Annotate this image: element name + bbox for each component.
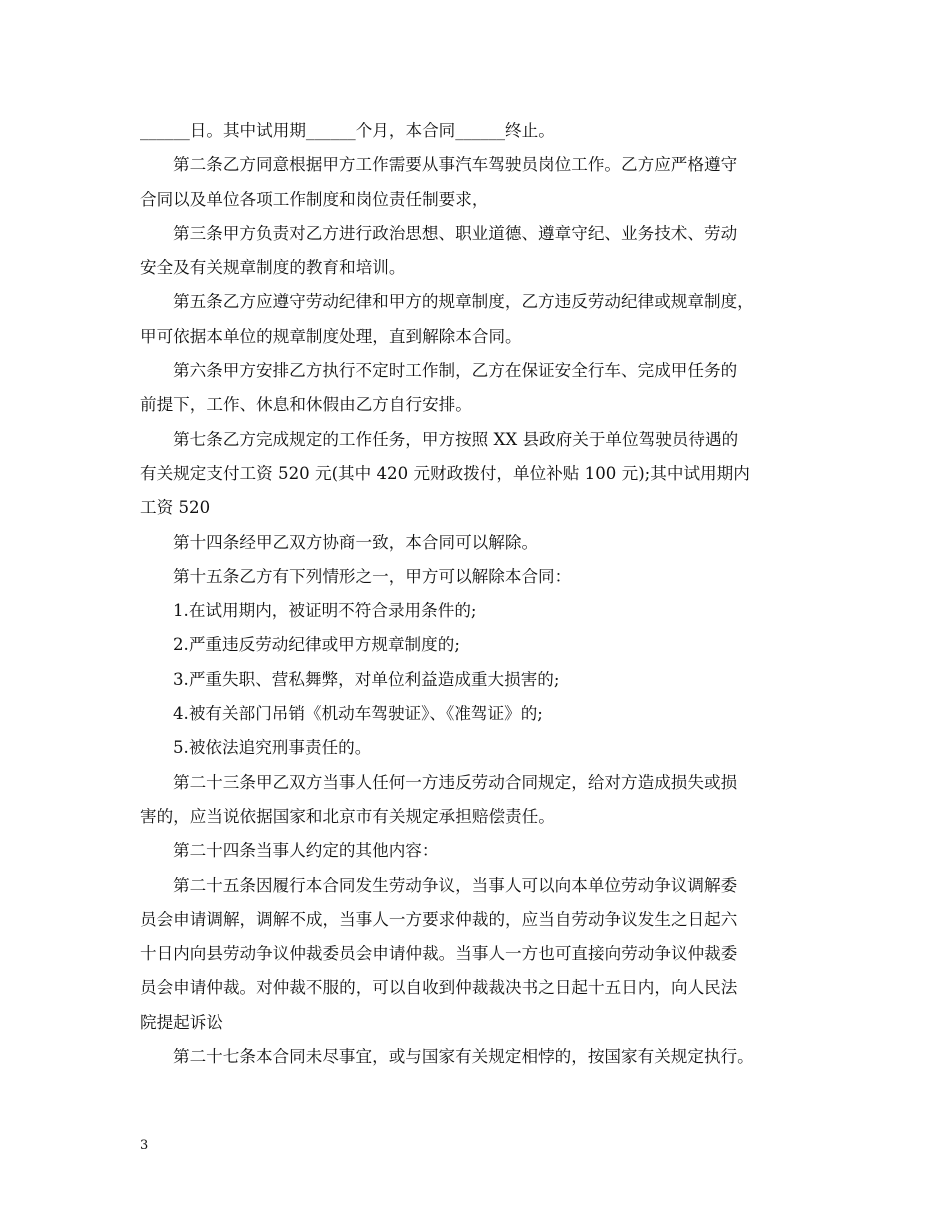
text-line: 前提下，工作、休息和休假由乙方自行安排。 [140, 395, 472, 415]
text-line: ______日。其中试用期______个月，本合同______终止。 [140, 121, 555, 140]
text-line: 员会申请仲裁。对仲裁不服的，可以自收到仲裁裁决书之日起十五日内，向人民法 [140, 978, 738, 998]
text-line: 5.被依法追究刑事责任的。 [173, 738, 372, 758]
text-line: 院提起诉讼 [140, 1012, 223, 1032]
text-line: 4.被有关部门吊销《机动车驾驶证》、《准驾证》的; [173, 704, 543, 724]
text-line: 有关规定支付工资 520 元(其中 420 元财政拨付，单位补贴 100 元);其中试用期内 [140, 463, 750, 483]
page-number: 3 [140, 1138, 149, 1153]
text-line: 第二十七条本合同未尽事宜，或与国家有关规定相悖的，按国家有关规定执行。 [173, 1047, 754, 1067]
text-line: 2.严重违反劳动纪律或甲方规章制度的; [173, 635, 460, 655]
text-line: 第二十五条因履行本合同发生劳动争议，当事人可以向本单位劳动争议调解委 [173, 875, 738, 895]
text-line: 第十五条乙方有下列情形之一，甲方可以解除本合同： [173, 566, 572, 586]
text-line: 第五条乙方应遵守劳动纪律和甲方的规章制度，乙方违反劳动纪律或规章制度， [173, 292, 754, 312]
text-line: 第六条甲方安排乙方执行不定时工作制，乙方在保证安全行车、完成甲任务的 [173, 361, 738, 381]
text-line: 第七条乙方完成规定的工作任务，甲方按照 XX 县政府关于单位驾驶员待遇的 [173, 429, 739, 449]
text-line: 十日内向县劳动争议仲裁委员会申请仲裁。当事人一方也可直接向劳动争议仲裁委 [140, 944, 738, 964]
text-line: 3.严重失职、营私舞弊，对单位利益造成重大损害的; [173, 669, 560, 689]
text-line: 第十四条经甲乙双方协商一致，本合同可以解除。 [173, 532, 539, 552]
text-line: 第二十四条当事人约定的其他内容： [173, 841, 439, 861]
text-line: 1.在试用期内，被证明不符合录用条件的; [173, 601, 477, 621]
text-line: 第二十三条甲乙双方当事人任何一方违反劳动合同规定，给对方造成损失或损 [173, 772, 738, 792]
text-line: 工资 520 [140, 498, 211, 518]
text-line: 甲可依据本单位的规章制度处理，直到解除本合同。 [140, 326, 522, 346]
text-line: 第二条乙方同意根据甲方工作需要从事汽车驾驶员岗位工作。乙方应严格遵守 [173, 155, 738, 175]
text-line: 害的，应当说依据国家和北京市有关规定承担赔偿责任。 [140, 806, 555, 826]
document-body [140, 114, 820, 1074]
text-line: 合同以及单位各项工作制度和岗位责任制要求， [140, 189, 489, 209]
text-line: 安全及有关规章制度的教育和培训。 [140, 258, 406, 278]
text-line: 员会申请调解，调解不成，当事人一方要求仲裁的，应当自劳动争议发生之日起六 [140, 909, 738, 929]
text-line: 第三条甲方负责对乙方进行政治思想、职业道德、遵章守纪、业务技术、劳动 [173, 223, 738, 243]
